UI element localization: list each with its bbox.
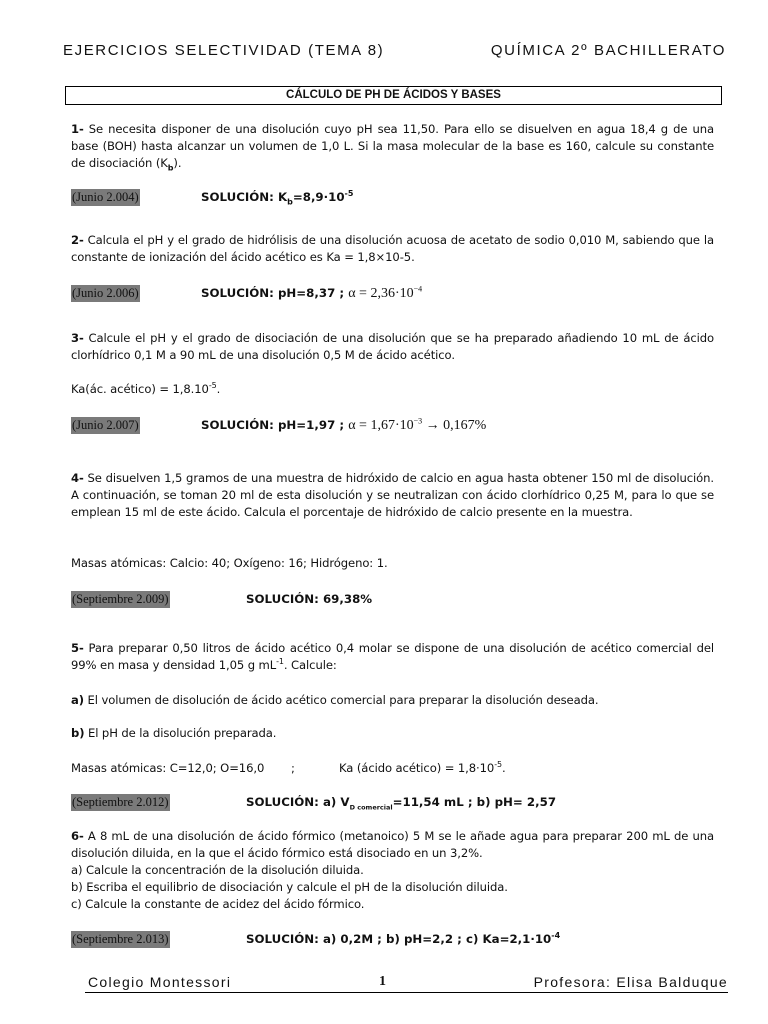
page-title: CÁLCULO DE PH DE ÁCIDOS Y BASES <box>65 86 722 105</box>
footer-rule <box>85 992 728 993</box>
exercise-6-part-b: b) Escriba el equilibrio de disociación y calcule el pH de la disolución diluida. <box>71 880 508 894</box>
exercise-5-statement: 5- Para preparar 0,50 litros de ácido acético 0,4 molar se dispone de una disolución de acético comercial del 99% en masa y densidad 1,05 g $mL^{-1}$. Calcule: <box>71 641 714 672</box>
solution-text: SOLUCIÓN: pH=8,37 ; $\alpha = 2,36\cdot 10^{-4}$ <box>201 284 423 301</box>
exercise-number: 4- <box>71 471 84 485</box>
footer-page-number: 1 <box>379 974 386 989</box>
exercise-number: 6- <box>71 829 84 843</box>
footer-school: Colegio Montessori <box>88 974 232 990</box>
exercise-6-part-c: c) Calcule la constante de acidez del ácido fórmico. <box>71 897 365 911</box>
solution-text: SOLUCIÓN: pH=1,97 ; $\alpha = 1,67\cdot 10^{-3} \to 0,167\%$ <box>201 416 487 433</box>
exercise-4-masses: Masas atómicas: Calcio: 40; Oxígeno: 16; Hidrógeno: 1. <box>71 556 388 570</box>
exam-date-tag: (Junio 2.004) <box>72 190 139 204</box>
exam-date-tag: (Septiembre 2.009) <box>72 592 169 606</box>
header-subject-title: EJERCICIOS SELECTIVIDAD (TEMA 8) <box>63 42 385 59</box>
solution-text: SOLUCIÓN: a) $V_{D comercial}=11,54$ mL ; b) pH= 2,57 <box>246 795 557 812</box>
solution-formula: $\alpha = 2,36\cdot 10^{-4}$ <box>348 284 423 301</box>
footer-teacher: Profesora: Elisa Balduque <box>533 974 728 990</box>
exercise-number: 3- <box>71 331 84 345</box>
exercise-number: 1- <box>71 122 84 136</box>
exercise-5-part-a: a) El volumen de disolución de ácido acético comercial para preparar la disolución deseada. <box>71 693 599 707</box>
exam-date-tag: (Septiembre 2.012) <box>72 795 169 809</box>
exercise-number: 2- <box>71 233 84 247</box>
header-course: QUÍMICA 2º BACHILLERATO <box>490 42 726 59</box>
exercise-3-ka: Ka(ác. acético) = $1,8.10^{-5}$. <box>71 381 221 396</box>
exercise-3-statement: 3- Calcule el pH y el grado de disociación de una disolución que se ha preparado añadiendo 10 mL de ácido clorhídrico 0,1 M a 90 mL de una disolución 0,5 M de ácido acético. <box>71 331 714 362</box>
exercise-6-statement: 6- A 8 mL de una disolución de ácido fórmico (metanoico) 5 M se le añade agua para preparar 200 mL de una disolución diluida, en la que el ácido fórmico está disociado en un 3,2%. <box>71 829 714 860</box>
exercise-2-statement: 2- Calcula el pH y el grado de hidrólisis de una disolución acuosa de acetato de sodio 0,010 M, sabiendo que la constante de ionización del ácido acético es Ka = 1,8×10-5. <box>71 233 714 264</box>
exercise-5-data: Masas atómicas: C=12,0; O=16,0 ; Ka (ácido acético) = $1,8\cdot 10^{-5}$. <box>71 760 506 775</box>
exercise-1-statement: 1- Se necesita disponer de una disolución cuyo pH sea 11,50. Para ello se disuelven en agua 18,4 g de una base (BOH) hasta alcanzar un volumen de 1,0 L. Si la masa molecular de la base es 160, calcule su constante de disociación $(K_b)$. <box>71 122 714 173</box>
exam-date-tag: (Septiembre 2.013) <box>72 932 169 946</box>
solution-text: SOLUCIÓN: 69,38% <box>246 592 373 606</box>
exercise-6-part-a: a) Calcule la concentración de la disolución diluida. <box>71 863 364 877</box>
exercise-4-statement: 4- Se disuelven 1,5 gramos de una muestra de hidróxido de calcio en agua hasta obtener 150 ml de disolución. A continuación, se toman 20 ml de esta disolución y se neutralizan con ácido clorhídrico 0,25 M, para lo que se emplean 15 ml de este ácido. Calcula el porcentaje de hidróxido de calcio presente en la muestra. <box>71 471 714 519</box>
exercise-number: 5- <box>71 641 84 655</box>
solution-text: SOLUCIÓN: a) 0,2M ; b) pH=2,2 ; c) $Ka=2,1\cdot 10^{-4}$ <box>246 931 561 946</box>
exercise-5-part-b: b) El pH de la disolución preparada. <box>71 726 277 740</box>
solution-formula: $\alpha = 1,67\cdot 10^{-3} \to 0,167\%$ <box>348 416 487 433</box>
exam-date-tag: (Junio 2.006) <box>72 286 139 300</box>
solution-text: SOLUCIÓN: $K_b=8,9\cdot 10^{-5}$ <box>201 189 354 207</box>
exam-date-tag: (Junio 2.007) <box>72 418 139 432</box>
